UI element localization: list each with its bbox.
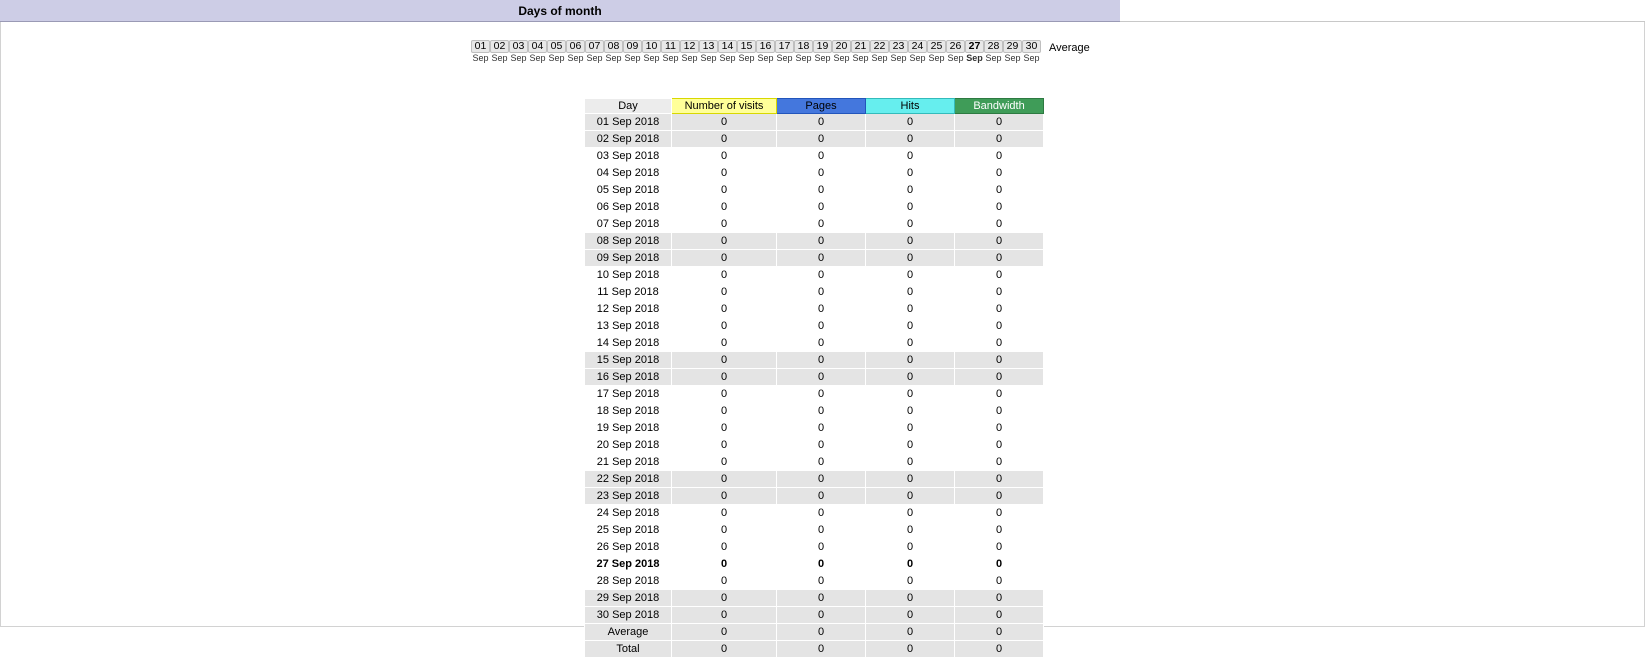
summary-cell-pages: 0 [777, 624, 866, 641]
day-link-month: Sep [776, 53, 793, 64]
cell-bandwidth: 0 [955, 607, 1044, 624]
day-link-number: 08 [604, 40, 623, 53]
cell-pages: 0 [777, 369, 866, 386]
column-header-hits: Hits [866, 99, 955, 114]
day-link-21[interactable] [851, 40, 870, 63]
cell-visits: 0 [672, 607, 777, 624]
day-link-month: Sep [586, 53, 603, 64]
day-link-month: Sep [719, 53, 736, 64]
page-title: Days of month [518, 3, 602, 18]
cell-hits: 0 [866, 216, 955, 233]
day-link-20[interactable] [832, 40, 851, 63]
day-link-12[interactable] [680, 40, 699, 63]
cell-hits: 0 [866, 267, 955, 284]
table-row [585, 539, 1044, 556]
day-link-number: 26 [946, 40, 965, 53]
cell-visits: 0 [672, 590, 777, 607]
cell-pages: 0 [777, 250, 866, 267]
day-link-25[interactable] [927, 40, 946, 63]
day-link-number: 27 [965, 40, 984, 53]
table-row [585, 114, 1044, 131]
cell-visits: 0 [672, 199, 777, 216]
cell-bandwidth: 0 [955, 250, 1044, 267]
day-link-number: 29 [1003, 40, 1022, 53]
cell-visits: 0 [672, 403, 777, 420]
day-link-02[interactable] [490, 40, 509, 63]
day-link-number: 10 [642, 40, 661, 53]
day-link-month: Sep [966, 53, 983, 64]
cell-pages: 0 [777, 437, 866, 454]
table-row [585, 199, 1044, 216]
table-row [585, 301, 1044, 318]
cell-hits: 0 [866, 131, 955, 148]
cell-visits: 0 [672, 335, 777, 352]
day-link-22[interactable] [870, 40, 889, 63]
cell-day: 25 Sep 2018 [585, 522, 672, 539]
summary-cell-visits: 0 [672, 624, 777, 641]
cell-pages: 0 [777, 199, 866, 216]
cell-bandwidth: 0 [955, 522, 1044, 539]
summary-cell-hits: 0 [866, 624, 955, 641]
cell-hits: 0 [866, 318, 955, 335]
cell-day: 26 Sep 2018 [585, 539, 672, 556]
cell-bandwidth: 0 [955, 420, 1044, 437]
day-link-01[interactable] [471, 40, 490, 63]
cell-hits: 0 [866, 505, 955, 522]
day-link-number: 24 [908, 40, 927, 53]
table-row [585, 369, 1044, 386]
column-header-visits: Number of visits [672, 99, 777, 114]
day-link-number: 18 [794, 40, 813, 53]
day-link-month: Sep [985, 53, 1002, 64]
table-row [585, 607, 1044, 624]
day-link-month: Sep [605, 53, 622, 64]
cell-visits: 0 [672, 131, 777, 148]
day-link-28[interactable] [984, 40, 1003, 63]
cell-pages: 0 [777, 267, 866, 284]
cell-hits: 0 [866, 403, 955, 420]
day-link-month: Sep [681, 53, 698, 64]
cell-day: 04 Sep 2018 [585, 165, 672, 182]
cell-bandwidth: 0 [955, 437, 1044, 454]
cell-bandwidth: 0 [955, 335, 1044, 352]
cell-day: 08 Sep 2018 [585, 233, 672, 250]
day-link-month: Sep [567, 53, 584, 64]
day-link-06[interactable] [566, 40, 585, 63]
day-link-number: 28 [984, 40, 1003, 53]
cell-hits: 0 [866, 573, 955, 590]
day-link-month: Sep [510, 53, 527, 64]
cell-pages: 0 [777, 233, 866, 250]
day-link-number: 16 [756, 40, 775, 53]
cell-bandwidth: 0 [955, 488, 1044, 505]
day-link-month: Sep [814, 53, 831, 64]
table-row [585, 233, 1044, 250]
cell-visits: 0 [672, 522, 777, 539]
summary-cell-bandwidth: 0 [955, 641, 1044, 658]
cell-bandwidth: 0 [955, 505, 1044, 522]
cell-bandwidth: 0 [955, 352, 1044, 369]
table-row [585, 165, 1044, 182]
cell-bandwidth: 0 [955, 590, 1044, 607]
day-link-month: Sep [624, 53, 641, 64]
table-row [585, 471, 1044, 488]
cell-day: 21 Sep 2018 [585, 454, 672, 471]
cell-day: 24 Sep 2018 [585, 505, 672, 522]
summary-cell-day: Total [585, 641, 672, 658]
cell-bandwidth: 0 [955, 471, 1044, 488]
day-link-number: 23 [889, 40, 908, 53]
days-of-month-table [584, 98, 1044, 658]
table-row [585, 590, 1044, 607]
average-link[interactable]: Average [1049, 42, 1090, 54]
cell-day: 20 Sep 2018 [585, 437, 672, 454]
cell-bandwidth: 0 [955, 165, 1044, 182]
cell-visits: 0 [672, 352, 777, 369]
cell-bandwidth: 0 [955, 233, 1044, 250]
cell-pages: 0 [777, 590, 866, 607]
day-link-04[interactable] [528, 40, 547, 63]
day-link-number: 14 [718, 40, 737, 53]
day-link-number: 17 [775, 40, 794, 53]
cell-hits: 0 [866, 488, 955, 505]
day-link-number: 09 [623, 40, 642, 53]
cell-hits: 0 [866, 454, 955, 471]
table-body [585, 114, 1044, 658]
cell-hits: 0 [866, 420, 955, 437]
cell-pages: 0 [777, 471, 866, 488]
cell-visits: 0 [672, 471, 777, 488]
cell-hits: 0 [866, 148, 955, 165]
cell-visits: 0 [672, 165, 777, 182]
cell-bandwidth: 0 [955, 369, 1044, 386]
day-link-03[interactable] [509, 40, 528, 63]
table-row [585, 437, 1044, 454]
day-link-month: Sep [947, 53, 964, 64]
day-link-month: Sep [928, 53, 945, 64]
title-bar-filler [1120, 0, 1645, 22]
day-link-month: Sep [909, 53, 926, 64]
cell-hits: 0 [866, 165, 955, 182]
cell-day: 11 Sep 2018 [585, 284, 672, 301]
day-link-month: Sep [491, 53, 508, 64]
day-link-11[interactable] [661, 40, 680, 63]
day-link-number: 02 [490, 40, 509, 53]
day-link-16[interactable] [756, 40, 775, 63]
day-link-month: Sep [472, 53, 489, 64]
cell-day: 12 Sep 2018 [585, 301, 672, 318]
day-link-number: 21 [851, 40, 870, 53]
day-link-month: Sep [662, 53, 679, 64]
cell-pages: 0 [777, 131, 866, 148]
cell-bandwidth: 0 [955, 148, 1044, 165]
cell-day: 15 Sep 2018 [585, 352, 672, 369]
day-link-number: 15 [737, 40, 756, 53]
table-row [585, 318, 1044, 335]
cell-pages: 0 [777, 488, 866, 505]
day-link-month: Sep [1023, 53, 1040, 64]
cell-hits: 0 [866, 539, 955, 556]
day-link-10[interactable] [642, 40, 661, 63]
cell-pages: 0 [777, 182, 866, 199]
cell-bandwidth: 0 [955, 403, 1044, 420]
day-link-07[interactable] [585, 40, 604, 63]
cell-pages: 0 [777, 352, 866, 369]
table-row [585, 454, 1044, 471]
cell-visits: 0 [672, 539, 777, 556]
day-link-month: Sep [871, 53, 888, 64]
cell-hits: 0 [866, 369, 955, 386]
cell-pages: 0 [777, 335, 866, 352]
table-row [585, 386, 1044, 403]
day-link-15[interactable] [737, 40, 756, 63]
cell-day: 28 Sep 2018 [585, 573, 672, 590]
cell-hits: 0 [866, 199, 955, 216]
cell-hits: 0 [866, 301, 955, 318]
day-link-24[interactable] [908, 40, 927, 63]
table-row [585, 556, 1044, 573]
cell-pages: 0 [777, 148, 866, 165]
cell-bandwidth: 0 [955, 539, 1044, 556]
day-link-number: 13 [699, 40, 718, 53]
day-link-17[interactable] [775, 40, 794, 63]
cell-hits: 0 [866, 471, 955, 488]
day-link-number: 19 [813, 40, 832, 53]
cell-bandwidth: 0 [955, 216, 1044, 233]
day-links-strip [471, 40, 1090, 63]
day-link-number: 06 [566, 40, 585, 53]
day-link-number: 12 [680, 40, 699, 53]
cell-pages: 0 [777, 573, 866, 590]
cell-pages: 0 [777, 454, 866, 471]
cell-day: 03 Sep 2018 [585, 148, 672, 165]
cell-hits: 0 [866, 556, 955, 573]
cell-hits: 0 [866, 590, 955, 607]
cell-hits: 0 [866, 437, 955, 454]
day-link-08[interactable] [604, 40, 623, 63]
cell-day: 19 Sep 2018 [585, 420, 672, 437]
day-link-26[interactable] [946, 40, 965, 63]
cell-visits: 0 [672, 216, 777, 233]
day-link-number: 22 [870, 40, 889, 53]
cell-pages: 0 [777, 403, 866, 420]
day-link-month: Sep [833, 53, 850, 64]
day-link-month: Sep [852, 53, 869, 64]
cell-visits: 0 [672, 488, 777, 505]
day-link-13[interactable] [699, 40, 718, 63]
cell-visits: 0 [672, 369, 777, 386]
cell-hits: 0 [866, 522, 955, 539]
day-link-14[interactable] [718, 40, 737, 63]
day-link-month: Sep [529, 53, 546, 64]
cell-visits: 0 [672, 301, 777, 318]
day-link-number: 07 [585, 40, 604, 53]
cell-pages: 0 [777, 284, 866, 301]
cell-hits: 0 [866, 182, 955, 199]
cell-day: 06 Sep 2018 [585, 199, 672, 216]
cell-hits: 0 [866, 386, 955, 403]
day-link-month: Sep [795, 53, 812, 64]
cell-visits: 0 [672, 114, 777, 131]
day-link-month: Sep [738, 53, 755, 64]
cell-bandwidth: 0 [955, 454, 1044, 471]
cell-pages: 0 [777, 607, 866, 624]
table-row [585, 352, 1044, 369]
cell-visits: 0 [672, 505, 777, 522]
cell-day: 14 Sep 2018 [585, 335, 672, 352]
day-link-month: Sep [643, 53, 660, 64]
cell-day: 29 Sep 2018 [585, 590, 672, 607]
cell-day: 23 Sep 2018 [585, 488, 672, 505]
cell-bandwidth: 0 [955, 199, 1044, 216]
cell-bandwidth: 0 [955, 267, 1044, 284]
cell-visits: 0 [672, 556, 777, 573]
table-head [585, 99, 1044, 114]
day-link-month: Sep [1004, 53, 1021, 64]
summary-cell-day: Average [585, 624, 672, 641]
column-header-day: Day [585, 99, 672, 114]
cell-visits: 0 [672, 437, 777, 454]
day-link-number: 25 [927, 40, 946, 53]
cell-pages: 0 [777, 165, 866, 182]
cell-pages: 0 [777, 114, 866, 131]
cell-bandwidth: 0 [955, 284, 1044, 301]
cell-day: 07 Sep 2018 [585, 216, 672, 233]
column-header-pages: Pages [777, 99, 866, 114]
cell-bandwidth: 0 [955, 556, 1044, 573]
table-summary-row [585, 641, 1044, 658]
table-row [585, 420, 1044, 437]
panel-title-bar [0, 0, 1120, 22]
table-summary-row [585, 624, 1044, 641]
day-link-number: 20 [832, 40, 851, 53]
cell-bandwidth: 0 [955, 301, 1044, 318]
table-row [585, 250, 1044, 267]
cell-visits: 0 [672, 454, 777, 471]
cell-visits: 0 [672, 284, 777, 301]
cell-day: 05 Sep 2018 [585, 182, 672, 199]
cell-pages: 0 [777, 556, 866, 573]
day-link-month: Sep [700, 53, 717, 64]
cell-day: 16 Sep 2018 [585, 369, 672, 386]
table-row [585, 573, 1044, 590]
cell-hits: 0 [866, 114, 955, 131]
day-link-09[interactable] [623, 40, 642, 63]
cell-day: 01 Sep 2018 [585, 114, 672, 131]
cell-pages: 0 [777, 420, 866, 437]
table-row [585, 403, 1044, 420]
cell-hits: 0 [866, 335, 955, 352]
table-row [585, 505, 1044, 522]
cell-hits: 0 [866, 250, 955, 267]
cell-visits: 0 [672, 318, 777, 335]
table-row [585, 522, 1044, 539]
cell-pages: 0 [777, 216, 866, 233]
cell-pages: 0 [777, 386, 866, 403]
cell-bandwidth: 0 [955, 573, 1044, 590]
cell-pages: 0 [777, 301, 866, 318]
cell-day: 09 Sep 2018 [585, 250, 672, 267]
day-link-19[interactable] [813, 40, 832, 63]
day-link-month: Sep [890, 53, 907, 64]
cell-visits: 0 [672, 250, 777, 267]
column-header-bandwidth: Bandwidth [955, 99, 1044, 114]
cell-pages: 0 [777, 522, 866, 539]
table-row [585, 182, 1044, 199]
cell-pages: 0 [777, 539, 866, 556]
day-link-29[interactable] [1003, 40, 1022, 63]
day-link-05[interactable] [547, 40, 566, 63]
report-content [0, 22, 1645, 655]
cell-visits: 0 [672, 573, 777, 590]
table-header-row [585, 99, 1044, 114]
cell-hits: 0 [866, 607, 955, 624]
cell-bandwidth: 0 [955, 318, 1044, 335]
day-link-number: 30 [1022, 40, 1041, 53]
cell-visits: 0 [672, 182, 777, 199]
cell-day: 02 Sep 2018 [585, 131, 672, 148]
cell-visits: 0 [672, 267, 777, 284]
day-link-number: 04 [528, 40, 547, 53]
table-row [585, 148, 1044, 165]
cell-bandwidth: 0 [955, 131, 1044, 148]
summary-cell-visits: 0 [672, 641, 777, 658]
day-link-number: 05 [547, 40, 566, 53]
table-row [585, 131, 1044, 148]
day-link-number: 11 [661, 40, 680, 53]
cell-visits: 0 [672, 420, 777, 437]
cell-hits: 0 [866, 284, 955, 301]
day-link-month: Sep [757, 53, 774, 64]
day-link-30[interactable] [1022, 40, 1041, 63]
table-row [585, 335, 1044, 352]
day-link-month: Sep [548, 53, 565, 64]
cell-hits: 0 [866, 233, 955, 250]
cell-day: 13 Sep 2018 [585, 318, 672, 335]
day-link-18[interactable] [794, 40, 813, 63]
cell-day: 30 Sep 2018 [585, 607, 672, 624]
table-row [585, 488, 1044, 505]
cell-bandwidth: 0 [955, 386, 1044, 403]
cell-day: 22 Sep 2018 [585, 471, 672, 488]
cell-day: 10 Sep 2018 [585, 267, 672, 284]
cell-pages: 0 [777, 505, 866, 522]
cell-visits: 0 [672, 386, 777, 403]
cell-hits: 0 [866, 352, 955, 369]
day-link-23[interactable] [889, 40, 908, 63]
cell-bandwidth: 0 [955, 182, 1044, 199]
summary-cell-pages: 0 [777, 641, 866, 658]
day-link-number: 01 [471, 40, 490, 53]
cell-pages: 0 [777, 318, 866, 335]
table-row [585, 267, 1044, 284]
table-row [585, 284, 1044, 301]
day-link-27[interactable] [965, 40, 984, 63]
summary-cell-hits: 0 [866, 641, 955, 658]
cell-visits: 0 [672, 148, 777, 165]
cell-bandwidth: 0 [955, 114, 1044, 131]
day-link-number: 03 [509, 40, 528, 53]
cell-day: 17 Sep 2018 [585, 386, 672, 403]
summary-cell-bandwidth: 0 [955, 624, 1044, 641]
cell-day: 27 Sep 2018 [585, 556, 672, 573]
table-row [585, 216, 1044, 233]
cell-day: 18 Sep 2018 [585, 403, 672, 420]
cell-visits: 0 [672, 233, 777, 250]
